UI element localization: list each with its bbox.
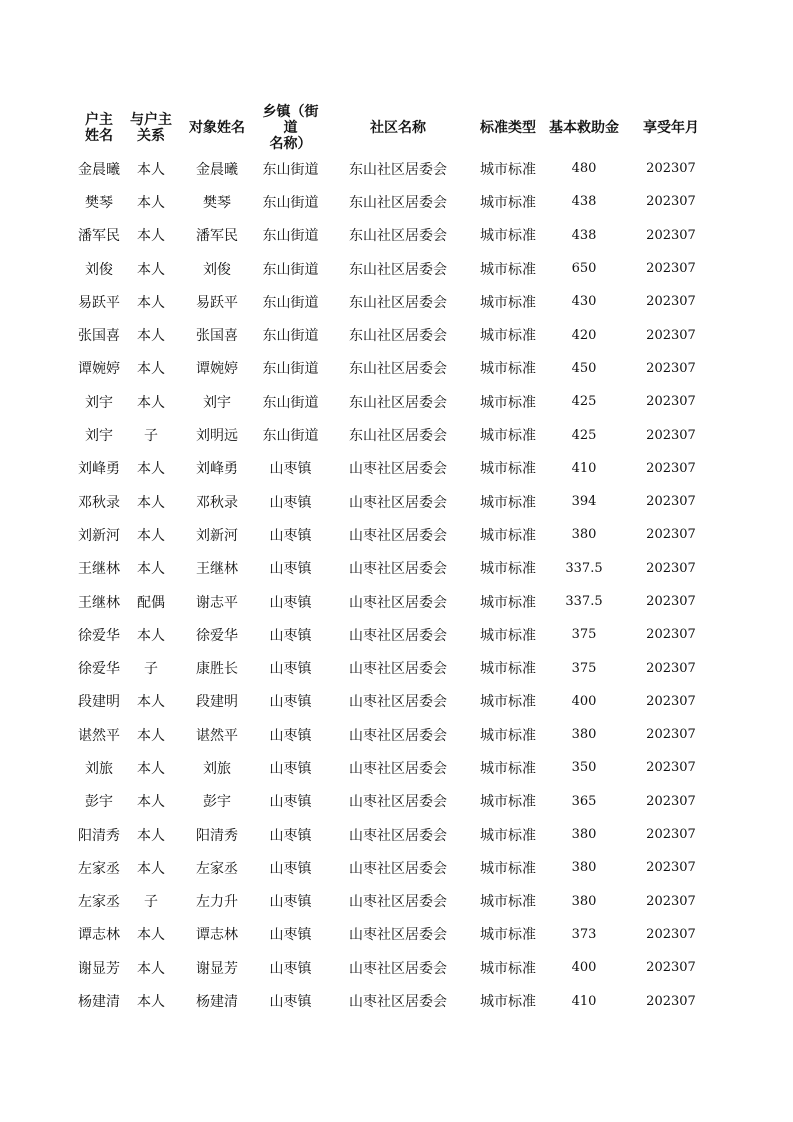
relationship-cell: 本人 bbox=[137, 727, 165, 744]
standard-type-cell: 城市标准 bbox=[480, 527, 536, 544]
household-head-cell: 左家丞 bbox=[78, 894, 120, 911]
household-head-cell: 段建明 bbox=[78, 694, 120, 711]
household-head-cell: 左家丞 bbox=[78, 860, 120, 877]
period-cell: 202307 bbox=[646, 793, 696, 809]
recipient-name-cell: 张国喜 bbox=[196, 328, 238, 345]
household-head-cell: 谭志林 bbox=[78, 927, 120, 944]
standard-type-cell: 城市标准 bbox=[480, 328, 536, 345]
header-line: 基本救助金 bbox=[549, 120, 619, 136]
assistance-amount-cell: 373 bbox=[571, 926, 597, 942]
standard-type-cell: 城市标准 bbox=[480, 827, 536, 844]
relationship-cell: 本人 bbox=[137, 827, 165, 844]
table-row bbox=[72, 718, 717, 751]
recipient-name-cell: 谭志林 bbox=[196, 927, 238, 944]
relationship-cell: 本人 bbox=[137, 294, 165, 311]
table-row bbox=[72, 984, 717, 1017]
household-head-cell: 谭婉婷 bbox=[78, 361, 120, 378]
recipient-name-cell: 潘军民 bbox=[196, 228, 238, 245]
community-cell: 东山社区居委会 bbox=[349, 228, 447, 245]
household-head-cell: 张国喜 bbox=[78, 328, 120, 345]
relationship-cell: 本人 bbox=[137, 394, 165, 411]
header-line: 姓名 bbox=[85, 128, 113, 144]
period-cell: 202307 bbox=[646, 327, 696, 343]
period-cell: 202307 bbox=[646, 594, 696, 609]
community-cell: 东山社区居委会 bbox=[349, 194, 447, 211]
township-cell: 东山街道 bbox=[262, 361, 319, 378]
household-head-cell: 刘旅 bbox=[85, 760, 113, 777]
assistance-amount-cell: 375 bbox=[571, 660, 597, 676]
period-cell: 202307 bbox=[646, 827, 696, 843]
community-cell: 东山社区居委会 bbox=[349, 328, 447, 345]
community-cell: 山枣社区居委会 bbox=[349, 827, 447, 844]
recipient-name-cell: 徐爱华 bbox=[196, 627, 238, 644]
header-line: 乡镇（街道 bbox=[262, 104, 319, 136]
relationship-cell: 本人 bbox=[137, 261, 165, 278]
township-cell: 东山街道 bbox=[262, 194, 319, 211]
recipient-name-cell: 谭婉婷 bbox=[196, 361, 238, 378]
household-head-cell: 邓秋录 bbox=[78, 494, 120, 511]
recipient-name-cell: 刘新河 bbox=[196, 527, 238, 544]
township-cell: 山枣镇 bbox=[269, 494, 312, 511]
period-cell: 202307 bbox=[646, 494, 696, 510]
household-head-cell: 易跃平 bbox=[78, 294, 120, 311]
assistance-amount-cell: 430 bbox=[571, 294, 597, 310]
community-cell: 山枣社区居委会 bbox=[349, 960, 447, 977]
assistance-amount-cell: 380 bbox=[571, 527, 597, 543]
table-row bbox=[72, 152, 717, 185]
assistance-amount-cell: 410 bbox=[571, 460, 597, 476]
standard-type-cell: 城市标准 bbox=[480, 927, 536, 944]
table-header bbox=[72, 104, 717, 152]
table-row bbox=[72, 452, 717, 485]
period-cell: 202307 bbox=[646, 360, 696, 376]
recipient-name-cell: 左力升 bbox=[196, 894, 238, 911]
standard-type-cell: 城市标准 bbox=[480, 194, 536, 211]
period-cell: 202307 bbox=[646, 560, 696, 576]
header-line: 户主 bbox=[85, 112, 113, 128]
standard-type-cell: 城市标准 bbox=[480, 727, 536, 744]
household-head-cell: 潘军民 bbox=[78, 228, 120, 245]
community-cell: 山枣社区居委会 bbox=[349, 527, 447, 544]
period-cell: 202307 bbox=[646, 960, 696, 976]
assistance-amount-cell: 438 bbox=[571, 194, 597, 210]
community-cell: 山枣社区居委会 bbox=[349, 494, 447, 511]
relationship-cell: 本人 bbox=[137, 994, 165, 1011]
period-cell: 202307 bbox=[646, 294, 696, 310]
household-head-cell: 金晨曦 bbox=[78, 161, 120, 178]
table-row bbox=[72, 885, 717, 918]
recipient-name-cell: 刘旅 bbox=[203, 760, 231, 777]
community-cell: 山枣社区居委会 bbox=[349, 627, 447, 644]
recipient-name-cell: 刘峰勇 bbox=[196, 461, 238, 478]
recipient-name-cell: 刘宇 bbox=[203, 394, 231, 411]
household-head-cell: 王继林 bbox=[78, 561, 120, 578]
table-row bbox=[72, 851, 717, 884]
assistance-amount-cell: 450 bbox=[571, 360, 597, 376]
household-head-cell: 徐爱华 bbox=[78, 627, 120, 644]
relationship-cell: 本人 bbox=[137, 561, 165, 578]
relationship-cell: 本人 bbox=[137, 860, 165, 877]
standard-type-cell: 城市标准 bbox=[480, 760, 536, 777]
assistance-amount-cell: 400 bbox=[571, 693, 597, 709]
township-cell: 东山街道 bbox=[262, 161, 319, 178]
township-cell: 东山街道 bbox=[262, 394, 319, 411]
assistance-amount-cell: 380 bbox=[571, 860, 597, 876]
township-cell: 山枣镇 bbox=[269, 461, 312, 478]
relationship-cell: 本人 bbox=[137, 527, 165, 544]
standard-type-cell: 城市标准 bbox=[480, 261, 536, 278]
recipient-name-cell: 谢志平 bbox=[196, 594, 238, 611]
standard-type-cell: 城市标准 bbox=[480, 228, 536, 245]
community-cell: 东山社区居委会 bbox=[349, 394, 447, 411]
column-header-period bbox=[625, 104, 717, 152]
township-cell: 山枣镇 bbox=[269, 561, 312, 578]
township-cell: 山枣镇 bbox=[269, 794, 312, 811]
relationship-cell: 本人 bbox=[137, 161, 165, 178]
table-row bbox=[72, 518, 717, 551]
period-cell: 202307 bbox=[646, 427, 696, 443]
standard-type-cell: 城市标准 bbox=[480, 694, 536, 711]
relationship-cell: 本人 bbox=[137, 927, 165, 944]
recipient-name-cell: 彭宇 bbox=[203, 794, 231, 811]
table-row bbox=[72, 785, 717, 818]
recipient-name-cell: 刘俊 bbox=[203, 261, 231, 278]
table-body bbox=[72, 152, 717, 1018]
assistance-amount-cell: 375 bbox=[571, 627, 597, 643]
assistance-amount-cell: 365 bbox=[571, 793, 597, 809]
assistance-amount-cell: 650 bbox=[571, 261, 597, 277]
relationship-cell: 本人 bbox=[137, 960, 165, 977]
table-row bbox=[72, 352, 717, 385]
recipient-name-cell: 刘明远 bbox=[196, 428, 238, 445]
assistance-amount-cell: 337.5 bbox=[565, 560, 603, 576]
period-cell: 202307 bbox=[646, 993, 696, 1009]
period-cell: 202307 bbox=[646, 727, 696, 743]
standard-type-cell: 城市标准 bbox=[480, 294, 536, 311]
household-head-cell: 王继林 bbox=[78, 594, 120, 611]
recipient-name-cell: 左家丞 bbox=[196, 860, 238, 877]
household-head-cell: 阳清秀 bbox=[78, 827, 120, 844]
table-row bbox=[72, 651, 717, 684]
standard-type-cell: 城市标准 bbox=[480, 661, 536, 678]
period-cell: 202307 bbox=[646, 893, 696, 909]
assistance-amount-cell: 438 bbox=[571, 227, 597, 243]
assistance-amount-cell: 425 bbox=[571, 427, 597, 443]
table-row bbox=[72, 751, 717, 784]
township-cell: 山枣镇 bbox=[269, 894, 312, 911]
recipient-name-cell: 阳清秀 bbox=[196, 827, 238, 844]
standard-type-cell: 城市标准 bbox=[480, 561, 536, 578]
table-row bbox=[72, 285, 717, 318]
table-row bbox=[72, 485, 717, 518]
table-row bbox=[72, 385, 717, 418]
table-row bbox=[72, 685, 717, 718]
assistance-amount-cell: 337.5 bbox=[565, 594, 603, 609]
township-cell: 山枣镇 bbox=[269, 627, 312, 644]
table-row bbox=[72, 252, 717, 285]
table-row bbox=[72, 418, 717, 451]
header-line: 享受年月 bbox=[643, 120, 699, 136]
township-cell: 山枣镇 bbox=[269, 527, 312, 544]
table-row bbox=[72, 219, 717, 252]
assistance-amount-cell: 425 bbox=[571, 394, 597, 410]
recipient-name-cell: 康胜长 bbox=[196, 661, 238, 678]
township-cell: 山枣镇 bbox=[269, 960, 312, 977]
standard-type-cell: 城市标准 bbox=[480, 860, 536, 877]
recipient-name-cell: 金晨曦 bbox=[196, 161, 238, 178]
assistance-amount-cell: 394 bbox=[571, 494, 597, 510]
relationship-cell: 本人 bbox=[137, 461, 165, 478]
community-cell: 东山社区居委会 bbox=[349, 161, 447, 178]
period-cell: 202307 bbox=[646, 527, 696, 543]
period-cell: 202307 bbox=[646, 760, 696, 776]
community-cell: 东山社区居委会 bbox=[349, 361, 447, 378]
period-cell: 202307 bbox=[646, 660, 696, 676]
standard-type-cell: 城市标准 bbox=[480, 794, 536, 811]
household-head-cell: 彭宇 bbox=[85, 794, 113, 811]
township-cell: 山枣镇 bbox=[269, 661, 312, 678]
assistance-amount-cell: 410 bbox=[571, 993, 597, 1009]
community-cell: 山枣社区居委会 bbox=[349, 594, 447, 611]
household-head-cell: 刘新河 bbox=[78, 527, 120, 544]
township-cell: 东山街道 bbox=[262, 428, 319, 445]
community-cell: 山枣社区居委会 bbox=[349, 727, 447, 744]
table-row bbox=[72, 585, 717, 618]
relationship-cell: 子 bbox=[144, 661, 158, 678]
relationship-cell: 配偶 bbox=[137, 594, 165, 611]
period-cell: 202307 bbox=[646, 261, 696, 277]
relationship-cell: 本人 bbox=[137, 694, 165, 711]
community-cell: 山枣社区居委会 bbox=[349, 860, 447, 877]
assistance-amount-cell: 480 bbox=[571, 161, 597, 177]
period-cell: 202307 bbox=[646, 860, 696, 876]
relationship-cell: 本人 bbox=[137, 328, 165, 345]
township-cell: 山枣镇 bbox=[269, 994, 312, 1011]
recipient-name-cell: 王继林 bbox=[196, 561, 238, 578]
column-header-household-head bbox=[72, 104, 126, 152]
recipient-name-cell: 易跃平 bbox=[196, 294, 238, 311]
assistance-amount-cell: 420 bbox=[571, 327, 597, 343]
relationship-cell: 子 bbox=[144, 428, 158, 445]
household-head-cell: 杨建清 bbox=[78, 994, 120, 1011]
township-cell: 山枣镇 bbox=[269, 827, 312, 844]
header-line: 与户主 bbox=[130, 112, 172, 128]
community-cell: 山枣社区居委会 bbox=[349, 661, 447, 678]
community-cell: 山枣社区居委会 bbox=[349, 994, 447, 1011]
standard-type-cell: 城市标准 bbox=[480, 894, 536, 911]
standard-type-cell: 城市标准 bbox=[480, 994, 536, 1011]
assistance-amount-cell: 400 bbox=[571, 960, 597, 976]
table-row bbox=[72, 818, 717, 851]
header-line: 关系 bbox=[137, 128, 165, 144]
household-head-cell: 刘俊 bbox=[85, 261, 113, 278]
standard-type-cell: 城市标准 bbox=[480, 960, 536, 977]
standard-type-cell: 城市标准 bbox=[480, 461, 536, 478]
relationship-cell: 本人 bbox=[137, 194, 165, 211]
column-header-community bbox=[323, 104, 473, 152]
community-cell: 东山社区居委会 bbox=[349, 261, 447, 278]
header-line: 社区名称 bbox=[370, 120, 426, 136]
township-cell: 山枣镇 bbox=[269, 594, 312, 611]
recipient-name-cell: 谌然平 bbox=[196, 727, 238, 744]
township-cell: 东山街道 bbox=[262, 328, 319, 345]
header-line: 名称） bbox=[269, 136, 312, 152]
community-cell: 山枣社区居委会 bbox=[349, 794, 447, 811]
period-cell: 202307 bbox=[646, 394, 696, 410]
township-cell: 东山街道 bbox=[262, 228, 319, 245]
assistance-amount-cell: 380 bbox=[571, 727, 597, 743]
standard-type-cell: 城市标准 bbox=[480, 494, 536, 511]
table-row bbox=[72, 918, 717, 951]
relationship-cell: 本人 bbox=[137, 228, 165, 245]
period-cell: 202307 bbox=[646, 227, 696, 243]
household-head-cell: 徐爱华 bbox=[78, 661, 120, 678]
standard-type-cell: 城市标准 bbox=[480, 594, 536, 611]
period-cell: 202307 bbox=[646, 627, 696, 643]
header-line: 对象姓名 bbox=[189, 120, 245, 136]
township-cell: 东山街道 bbox=[262, 261, 319, 278]
community-cell: 山枣社区居委会 bbox=[349, 894, 447, 911]
standard-type-cell: 城市标准 bbox=[480, 161, 536, 178]
assistance-amount-cell: 380 bbox=[571, 827, 597, 843]
township-cell: 山枣镇 bbox=[269, 760, 312, 777]
community-cell: 东山社区居委会 bbox=[349, 294, 447, 311]
column-header-basic-assistance bbox=[543, 104, 625, 152]
table-row bbox=[72, 618, 717, 651]
period-cell: 202307 bbox=[646, 460, 696, 476]
relationship-cell: 本人 bbox=[137, 494, 165, 511]
column-header-standard-type bbox=[473, 104, 543, 152]
assistance-amount-cell: 350 bbox=[571, 760, 597, 776]
period-cell: 202307 bbox=[646, 161, 696, 177]
relationship-cell: 本人 bbox=[137, 361, 165, 378]
standard-type-cell: 城市标准 bbox=[480, 361, 536, 378]
township-cell: 山枣镇 bbox=[269, 927, 312, 944]
household-head-cell: 刘宇 bbox=[85, 428, 113, 445]
assistance-roster-table bbox=[72, 104, 717, 1018]
relationship-cell: 本人 bbox=[137, 760, 165, 777]
column-header-relationship bbox=[126, 104, 176, 152]
table-row bbox=[72, 318, 717, 351]
township-cell: 山枣镇 bbox=[269, 727, 312, 744]
table-row bbox=[72, 951, 717, 984]
column-header-township bbox=[258, 104, 323, 152]
period-cell: 202307 bbox=[646, 693, 696, 709]
community-cell: 山枣社区居委会 bbox=[349, 694, 447, 711]
recipient-name-cell: 谢显芳 bbox=[196, 960, 238, 977]
recipient-name-cell: 段建明 bbox=[196, 694, 238, 711]
table-row bbox=[72, 185, 717, 218]
township-cell: 东山街道 bbox=[262, 294, 319, 311]
column-header-recipient-name bbox=[176, 104, 258, 152]
household-head-cell: 樊琴 bbox=[85, 194, 113, 211]
community-cell: 山枣社区居委会 bbox=[349, 760, 447, 777]
assistance-amount-cell: 380 bbox=[571, 893, 597, 909]
table-row bbox=[72, 552, 717, 585]
household-head-cell: 谌然平 bbox=[78, 727, 120, 744]
community-cell: 山枣社区居委会 bbox=[349, 461, 447, 478]
community-cell: 山枣社区居委会 bbox=[349, 561, 447, 578]
standard-type-cell: 城市标准 bbox=[480, 428, 536, 445]
standard-type-cell: 城市标准 bbox=[480, 627, 536, 644]
period-cell: 202307 bbox=[646, 926, 696, 942]
header-line: 标准类型 bbox=[480, 120, 536, 136]
recipient-name-cell: 樊琴 bbox=[203, 194, 231, 211]
period-cell: 202307 bbox=[646, 194, 696, 210]
recipient-name-cell: 邓秋录 bbox=[196, 494, 238, 511]
household-head-cell: 谢显芳 bbox=[78, 960, 120, 977]
header-row bbox=[72, 104, 717, 152]
community-cell: 东山社区居委会 bbox=[349, 428, 447, 445]
relationship-cell: 子 bbox=[144, 894, 158, 911]
relationship-cell: 本人 bbox=[137, 794, 165, 811]
household-head-cell: 刘峰勇 bbox=[78, 461, 120, 478]
township-cell: 山枣镇 bbox=[269, 694, 312, 711]
relationship-cell: 本人 bbox=[137, 627, 165, 644]
standard-type-cell: 城市标准 bbox=[480, 394, 536, 411]
township-cell: 山枣镇 bbox=[269, 860, 312, 877]
community-cell: 山枣社区居委会 bbox=[349, 927, 447, 944]
recipient-name-cell: 杨建清 bbox=[196, 994, 238, 1011]
household-head-cell: 刘宇 bbox=[85, 394, 113, 411]
